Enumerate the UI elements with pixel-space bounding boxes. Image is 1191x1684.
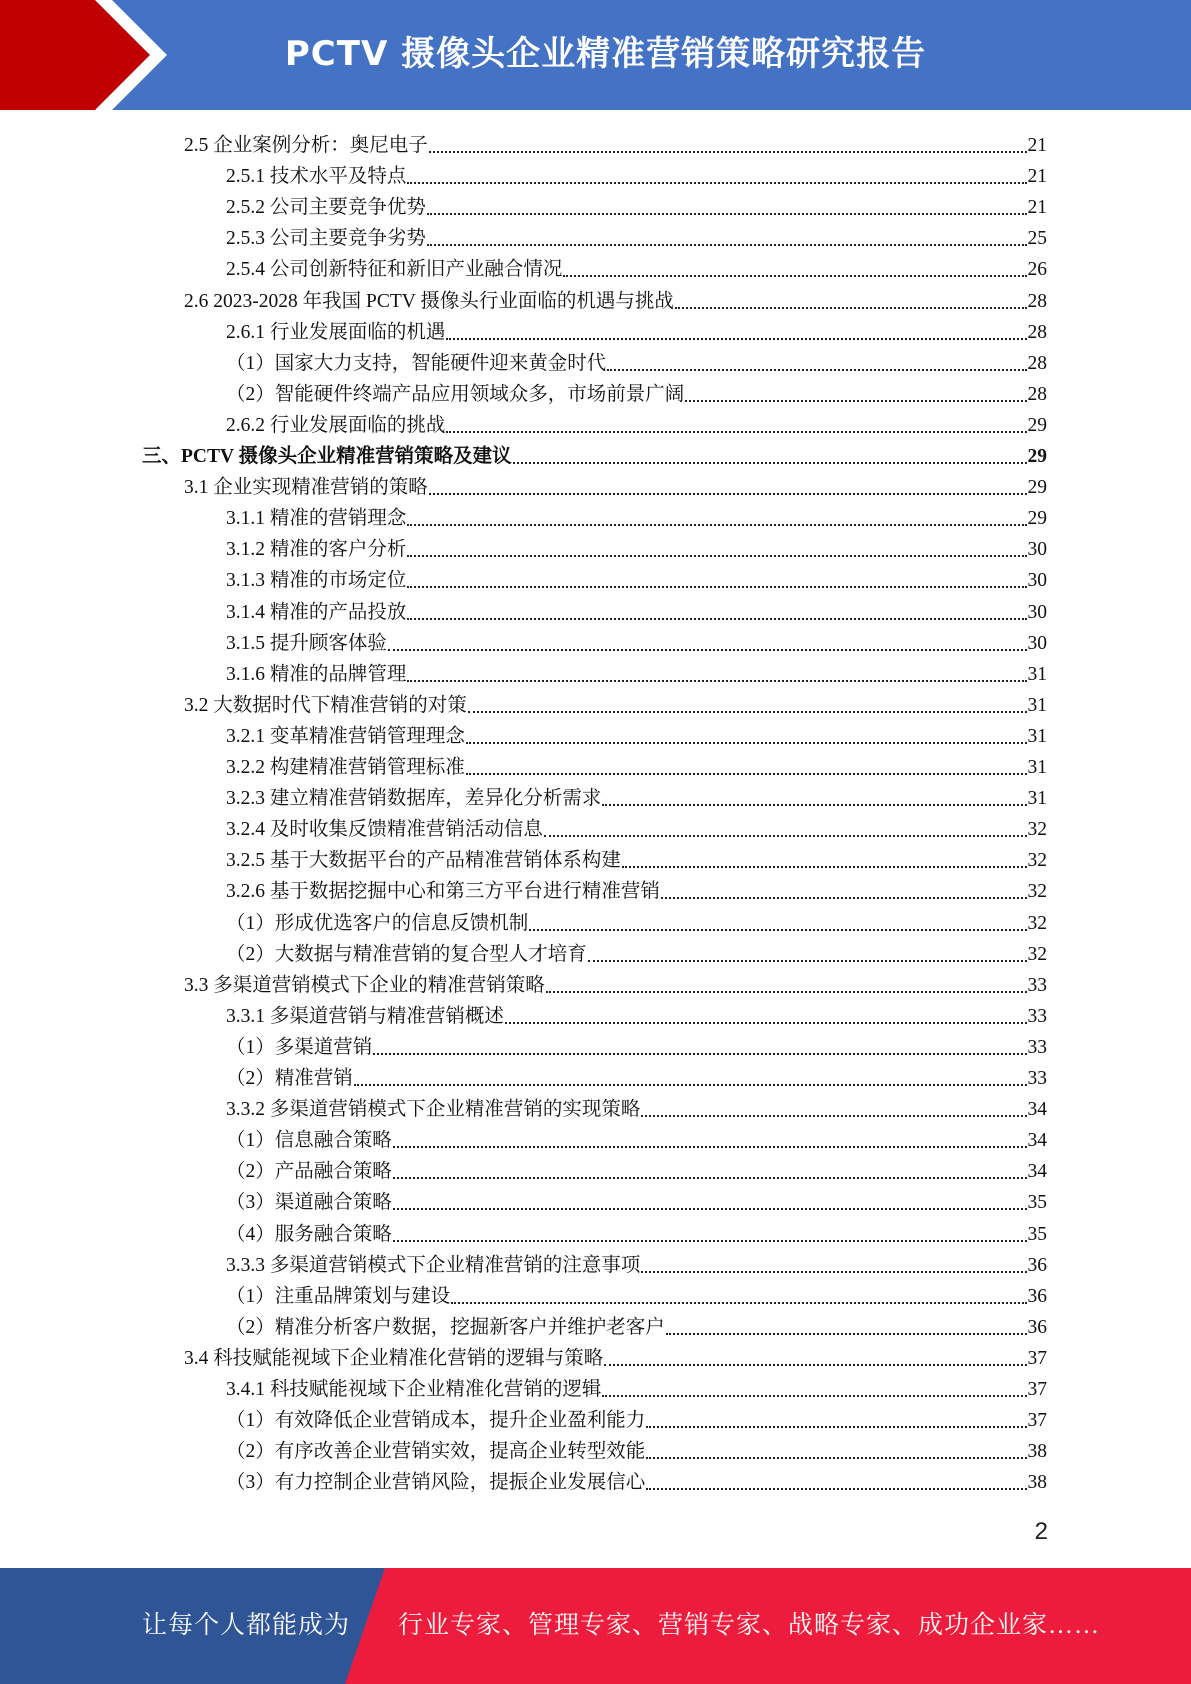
toc-entry[interactable] (226, 749, 1047, 780)
toc-dot-leader (529, 928, 1026, 931)
toc-entry-title: （1）信息融合策略 (226, 1130, 392, 1152)
toc-entry-title: （4）服务融合策略 (226, 1223, 392, 1245)
toc-entry[interactable] (226, 1278, 1047, 1309)
toc-entry[interactable] (226, 998, 1047, 1029)
toc-dot-leader (641, 1114, 1026, 1117)
toc-entry-page: 37 (1027, 1347, 1047, 1369)
toc-entry-title: （2）精准营销 (226, 1068, 353, 1089)
toc-entry-page: 37 (1027, 1379, 1047, 1400)
toc-dot-leader (393, 1145, 1027, 1148)
toc-dot-leader (388, 648, 1027, 651)
toc-entry-page: 33 (1027, 1068, 1047, 1089)
toc-entry[interactable] (226, 158, 1047, 189)
toc-entry-page: 33 (1027, 974, 1047, 996)
toc-entry-page: 21 (1027, 197, 1047, 219)
toc-dot-leader (588, 959, 1027, 962)
toc-dot-leader (641, 1270, 1026, 1273)
toc-entry-title: 3.1.1 精准的营销理念 (226, 508, 407, 530)
toc-entry-page: 28 (1027, 383, 1047, 405)
toc-dot-leader (513, 461, 1027, 464)
toc-entry-title: （1）国家大力支持，智能硬件迎来黄金时代 (226, 352, 607, 374)
toc-dot-leader (661, 896, 1027, 899)
toc-entry-page: 28 (1027, 352, 1047, 374)
toc-entry-title: 2.6.2 行业发展面临的挑战 (226, 414, 446, 436)
toc-entry[interactable] (226, 718, 1047, 749)
toc-entry-page: 34 (1027, 1099, 1047, 1121)
toc-entry-title: 3.2 大数据时代下精准营销的对策 (184, 694, 467, 716)
toc-entry-page: 34 (1027, 1130, 1047, 1152)
toc-dot-leader (602, 1394, 1026, 1397)
toc-entry-title: （1）形成优选客户的信息反馈机制 (226, 912, 529, 934)
toc-entry[interactable] (226, 1153, 1047, 1184)
toc-entry[interactable] (226, 1433, 1047, 1464)
toc-entry[interactable] (226, 1464, 1047, 1495)
toc-entry[interactable] (226, 1060, 1047, 1091)
toc-dot-leader (429, 150, 1027, 153)
toc-entry-title: 3.4 科技赋能视域下企业精准化营销的逻辑与策略 (184, 1347, 604, 1369)
toc-entry-page: 30 (1027, 539, 1047, 561)
document-title: PCTV 摄像头企业精准营销策略研究报告 (284, 34, 927, 74)
toc-entry[interactable] (226, 531, 1047, 562)
toc-entry-title: （3）渠道融合策略 (226, 1192, 392, 1214)
toc-entry-title: （1）多渠道营销 (226, 1036, 373, 1058)
toc-entry-page: 31 (1027, 725, 1047, 747)
page-number: 2 (1034, 1518, 1048, 1545)
toc-entry-title: 3.2.5 基于大数据平台的产品精准营销体系构建 (226, 850, 621, 872)
toc-entry-page: 32 (1027, 943, 1047, 965)
toc-entry-page: 36 (1027, 1316, 1047, 1338)
toc-dot-leader (393, 1176, 1027, 1179)
toc-entry-title: 2.5.1 技术水平及特点 (226, 166, 407, 188)
toc-entry-page: 29 (1027, 414, 1047, 436)
toc-entry-title: 3.1 企业实现精准营销的策略 (184, 477, 428, 499)
toc-entry-title: （2）大数据与精准营销的复合型人才培育 (226, 943, 587, 965)
toc-entry-title: （1）有效降低企业营销成本，提升企业盈利能力 (226, 1410, 646, 1432)
toc-dot-leader (563, 274, 1026, 277)
toc-entry[interactable] (226, 905, 1047, 936)
toc-entry-title: 3.1.2 精准的客户分析 (226, 539, 407, 561)
toc-entry-page: 36 (1027, 1254, 1047, 1276)
toc-dot-leader (466, 772, 1027, 775)
toc-entry-title: 3.1.5 提升顾客体验 (226, 632, 387, 654)
toc-entry-title: 3.3.3 多渠道营销模式下企业精准营销的注意事项 (226, 1254, 641, 1276)
toc-entry-page: 31 (1027, 757, 1047, 778)
toc-entry[interactable] (226, 873, 1047, 904)
toc-dot-leader (373, 1052, 1026, 1055)
toc-entry[interactable] (226, 189, 1047, 220)
toc-dot-leader (446, 337, 1026, 340)
toc-entry-title: 3.3.2 多渠道营销模式下企业精准营销的实现策略 (226, 1099, 641, 1121)
toc-entry[interactable] (226, 220, 1047, 251)
toc-entry-title: 3.2.2 构建精准营销管理标准 (226, 757, 465, 778)
toc-dot-leader (604, 1363, 1026, 1366)
toc-entry[interactable] (226, 1247, 1047, 1278)
toc-entry[interactable] (226, 407, 1047, 438)
page-footer (0, 1568, 1191, 1684)
page-header (0, 0, 1191, 110)
toc-entry[interactable] (226, 376, 1047, 407)
toc-entry[interactable] (226, 1216, 1047, 1247)
footer-slogan-left: 让每个人都能成为 (142, 1612, 351, 1639)
toc-dot-leader (427, 212, 1027, 215)
toc-entry-page: 33 (1027, 1036, 1047, 1058)
toc-entry[interactable] (142, 438, 1047, 469)
toc-entry[interactable] (184, 469, 1047, 500)
toc-entry-title: 3.2.1 变革精准营销管理理念 (226, 725, 465, 747)
toc-entry-page: 32 (1027, 912, 1047, 934)
toc-entry[interactable] (184, 283, 1047, 314)
toc-entry-page: 32 (1027, 850, 1047, 872)
toc-entry-page: 29 (1027, 508, 1047, 530)
toc-dot-leader (646, 1456, 1026, 1459)
toc-dot-leader (646, 1425, 1026, 1428)
toc-entry-title: 2.6 2023-2028 年我国 PCTV 摄像头行业面临的机遇与挑战 (184, 290, 674, 312)
toc-dot-leader (602, 803, 1026, 806)
toc-entry-page: 28 (1027, 321, 1047, 343)
toc-dot-leader (607, 368, 1026, 371)
toc-dot-leader (407, 679, 1026, 682)
toc-dot-leader (407, 523, 1026, 526)
toc-entry-page: 31 (1027, 694, 1047, 716)
toc-entry[interactable] (226, 1309, 1047, 1340)
toc-entry[interactable] (226, 936, 1047, 967)
toc-entry[interactable] (226, 656, 1047, 687)
toc-entry-page: 33 (1027, 1005, 1047, 1027)
toc-dot-leader (685, 399, 1026, 402)
toc-dot-leader (546, 990, 1027, 993)
toc-dot-leader (622, 865, 1027, 868)
toc-dot-leader (646, 1487, 1026, 1490)
toc-dot-leader (354, 1083, 1027, 1086)
toc-entry[interactable] (226, 842, 1047, 873)
toc-entry-title: 3.2.6 基于数据挖掘中心和第三方平台进行精准营销 (226, 881, 660, 903)
toc-dot-leader (393, 1239, 1027, 1242)
toc-entry-page: 36 (1027, 1285, 1047, 1307)
toc-entry[interactable] (226, 1402, 1047, 1433)
toc-dot-leader (505, 1021, 1027, 1024)
toc-dot-leader (544, 834, 1027, 837)
toc-entry-page: 29 (1027, 446, 1047, 467)
toc-entry-page: 21 (1027, 166, 1047, 188)
toc-entry-page: 26 (1027, 259, 1047, 281)
toc-entry-page: 37 (1027, 1410, 1047, 1432)
toc-entry-page: 30 (1027, 570, 1047, 592)
toc-entry[interactable] (226, 1122, 1047, 1153)
toc-entry[interactable] (226, 500, 1047, 531)
toc-entry-page: 29 (1027, 477, 1047, 499)
toc-entry-title: 3.1.4 精准的产品投放 (226, 601, 407, 623)
toc-entry[interactable] (226, 562, 1047, 593)
toc-entry-title: 三、PCTV 摄像头企业精准营销策略及建议 (142, 446, 512, 467)
toc-entry-page: 34 (1027, 1161, 1047, 1183)
toc-entry[interactable] (226, 1029, 1047, 1060)
toc-dot-leader (675, 306, 1027, 309)
toc-entry-title: 3.3.1 多渠道营销与精准营销概述 (226, 1005, 504, 1027)
toc-entry-page: 32 (1027, 881, 1047, 903)
toc-entry-title: 2.5.2 公司主要竞争优势 (226, 197, 426, 219)
toc-entry-title: （2）精准分析客户数据，挖掘新客户并维护老客户 (226, 1316, 665, 1338)
toc-entry[interactable] (226, 345, 1047, 376)
toc-dot-leader (446, 430, 1026, 433)
toc-entry[interactable] (184, 1340, 1047, 1371)
toc-dot-leader (407, 181, 1026, 184)
toc-entry[interactable] (184, 127, 1047, 158)
toc-entry[interactable] (226, 811, 1047, 842)
toc-entry[interactable] (226, 780, 1047, 811)
toc-entry-page: 35 (1027, 1223, 1047, 1245)
toc-dot-leader (466, 741, 1027, 744)
toc-entry-title: （2）产品融合策略 (226, 1161, 392, 1183)
toc-entry[interactable] (226, 251, 1047, 282)
toc-entry-title: 2.5.3 公司主要竞争劣势 (226, 228, 426, 250)
toc-entry[interactable] (184, 687, 1047, 718)
toc-entry[interactable] (226, 1184, 1047, 1215)
toc-entry-title: 3.2.4 及时收集反馈精准营销活动信息 (226, 819, 543, 841)
toc-entry-title: 3.4.1 科技赋能视域下企业精准化营销的逻辑 (226, 1379, 602, 1400)
toc-entry[interactable] (226, 1091, 1047, 1122)
toc-entry-page: 28 (1027, 290, 1047, 312)
toc-dot-leader (468, 710, 1027, 713)
toc-dot-leader (666, 1332, 1027, 1335)
toc-entry-page: 31 (1027, 788, 1047, 810)
toc-entry-title: 2.5.4 公司创新特征和新旧产业融合情况 (226, 259, 563, 281)
toc-entry-page: 38 (1027, 1441, 1047, 1463)
toc-dot-leader (429, 492, 1027, 495)
toc-entry[interactable] (226, 1371, 1047, 1402)
toc-entry-title: （2）智能硬件终端产品应用领域众多，市场前景广阔 (226, 383, 685, 405)
toc-entry-page: 32 (1027, 819, 1047, 841)
toc-entry-page: 38 (1027, 1472, 1047, 1494)
toc-entry-page: 30 (1027, 632, 1047, 654)
toc-entry-title: 3.3 多渠道营销模式下企业的精准营销策略 (184, 974, 545, 996)
toc-entry-title: 3.1.3 精准的市场定位 (226, 570, 407, 592)
toc-entry-title: （3）有力控制企业营销风险，提振企业发展信心 (226, 1472, 646, 1494)
toc-dot-leader (451, 1301, 1026, 1304)
toc-entry-page: 30 (1027, 601, 1047, 623)
toc-entry[interactable] (226, 625, 1047, 656)
toc-entry-page: 21 (1027, 135, 1047, 156)
toc-dot-leader (393, 1207, 1027, 1210)
toc-entry[interactable] (226, 314, 1047, 345)
toc-entry-title: 2.5 企业案例分析：奥尼电子 (184, 135, 428, 156)
toc-entry-title: 3.1.6 精准的品牌管理 (226, 663, 407, 685)
toc-entry-title: （2）有序改善企业营销实效，提高企业转型效能 (226, 1441, 646, 1463)
toc-entry-title: （1）注重品牌策划与建设 (226, 1285, 451, 1307)
footer-slogan-right: 行业专家、管理专家、营销专家、战略专家、成功企业家…… (398, 1612, 1101, 1639)
toc-dot-leader (407, 617, 1026, 620)
toc-entry-title: 2.6.1 行业发展面临的机遇 (226, 321, 446, 343)
toc-entry-page: 31 (1027, 663, 1047, 685)
toc-entry-title: 3.2.3 建立精准营销数据库，差异化分析需求 (226, 788, 602, 810)
toc-entry-page: 25 (1027, 228, 1047, 250)
toc-dot-leader (407, 554, 1026, 557)
toc-dot-leader (427, 243, 1027, 246)
toc-entry[interactable] (184, 967, 1047, 998)
toc-entry[interactable] (226, 594, 1047, 625)
toc-dot-leader (407, 585, 1026, 588)
toc-entry-page: 35 (1027, 1192, 1047, 1214)
